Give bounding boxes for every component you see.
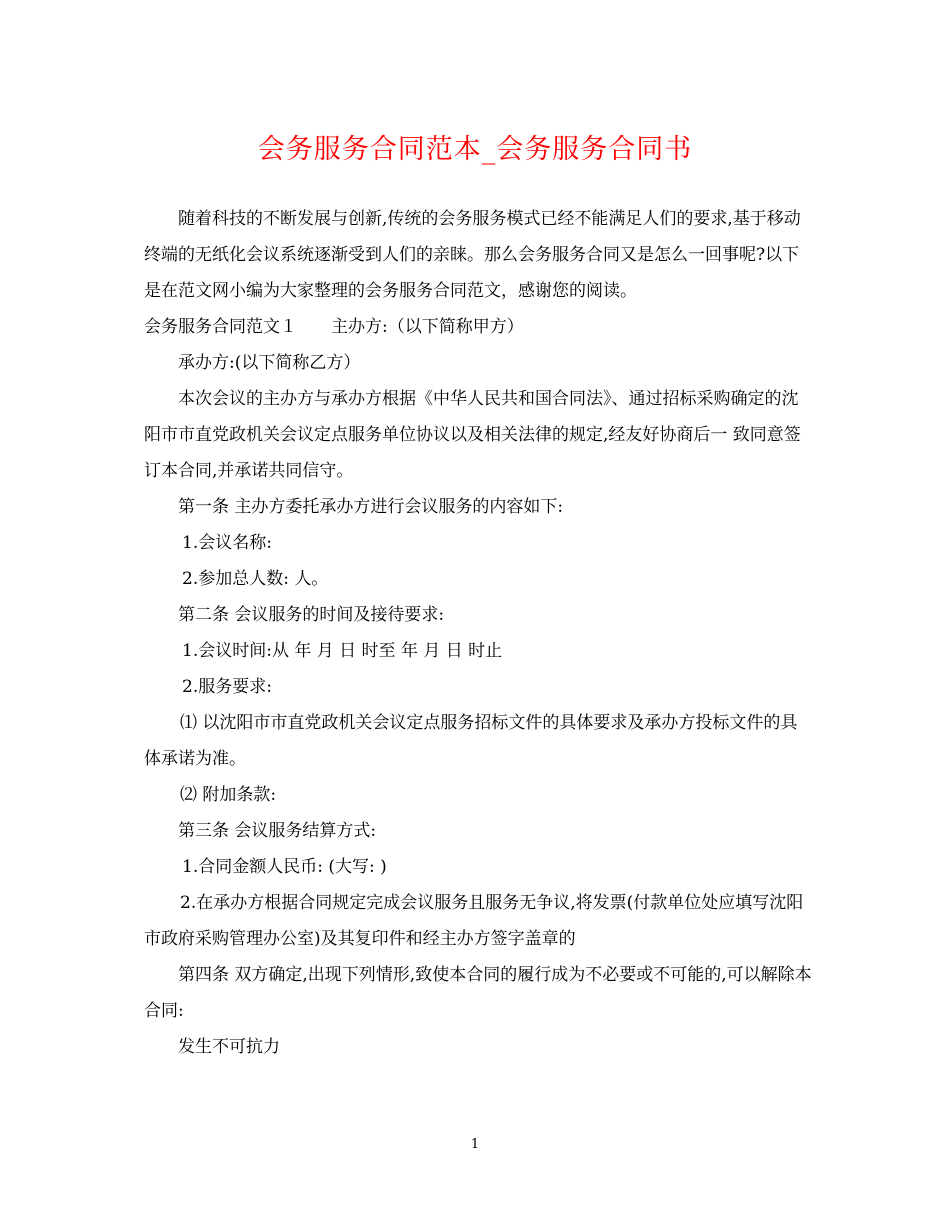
- article-4-heading: 第四条 双方确定,出现下列情形,致使本合同的履行成为不必要或不可能的,可以解除本合同:: [144, 965, 812, 1021]
- page-number: 1: [470, 1137, 480, 1152]
- article-2-item-2: 2.服务要求:: [182, 677, 272, 697]
- contract-heading-organizer: 会务服务合同范文１ 主办方:（以下简称甲方）: [144, 317, 524, 337]
- article-2-subitem-1: ⑴ 以沈阳市市直党政机关会议定点服务招标文件的具体要求及承办方投标文件的具体承诺为准。: [144, 713, 798, 769]
- article-4-item-1: 发生不可抗力: [178, 1037, 280, 1057]
- article-3-heading: 第三条 会议服务结算方式:: [178, 821, 377, 841]
- intro-paragraph: 随着科技的不断发展与创新,传统的会务服务模式已经不能满足人们的要求,基于移动终端的无纸化会议系统逐渐受到人们的亲睐。那么会务服务合同又是怎么一回事呢?以下是在范文网小编为大家整理的会务服务合同范文，感谢您的阅读。: [144, 209, 801, 301]
- article-1-item-2: 2.参加总人数: 人。: [182, 569, 329, 589]
- article-1-item-1: 1.会议名称:: [182, 533, 272, 553]
- preamble-paragraph: 本次会议的主办方与承办方根据《中华人民共和国合同法》、通过招标采购确定的沈阳市市直党政机关会议定点服务单位协议以及相关法律的规定,经友好协商后一 致同意签订本合同,并承诺共同信守。: [144, 389, 801, 481]
- article-2-subitem-2: ⑵ 附加条款:: [180, 785, 277, 805]
- article-2-heading: 第二条 会议服务的时间及接待要求:: [178, 605, 445, 625]
- contractor-line: 承办方:(以下简称乙方）: [178, 353, 361, 373]
- document-body: [144, 201, 812, 1065]
- document-title: 会务服务合同范本_会务服务合同书: [257, 134, 693, 165]
- article-2-item-1: 1.会议时间:从 年 月 日 时至 年 月 日 时止: [182, 641, 503, 661]
- article-1-heading: 第一条 主办方委托承办方进行会议服务的内容如下:: [178, 497, 564, 517]
- article-3-item-1: 1.合同金额人民币: (大写: ): [182, 857, 387, 877]
- article-3-item-2: 2.在承办方根据合同规定完成会议服务且服务无争议,将发票(付款单位处应填写沈阳市政府采购管理办公室)及其复印件和经主办方签字盖章的: [144, 893, 804, 949]
